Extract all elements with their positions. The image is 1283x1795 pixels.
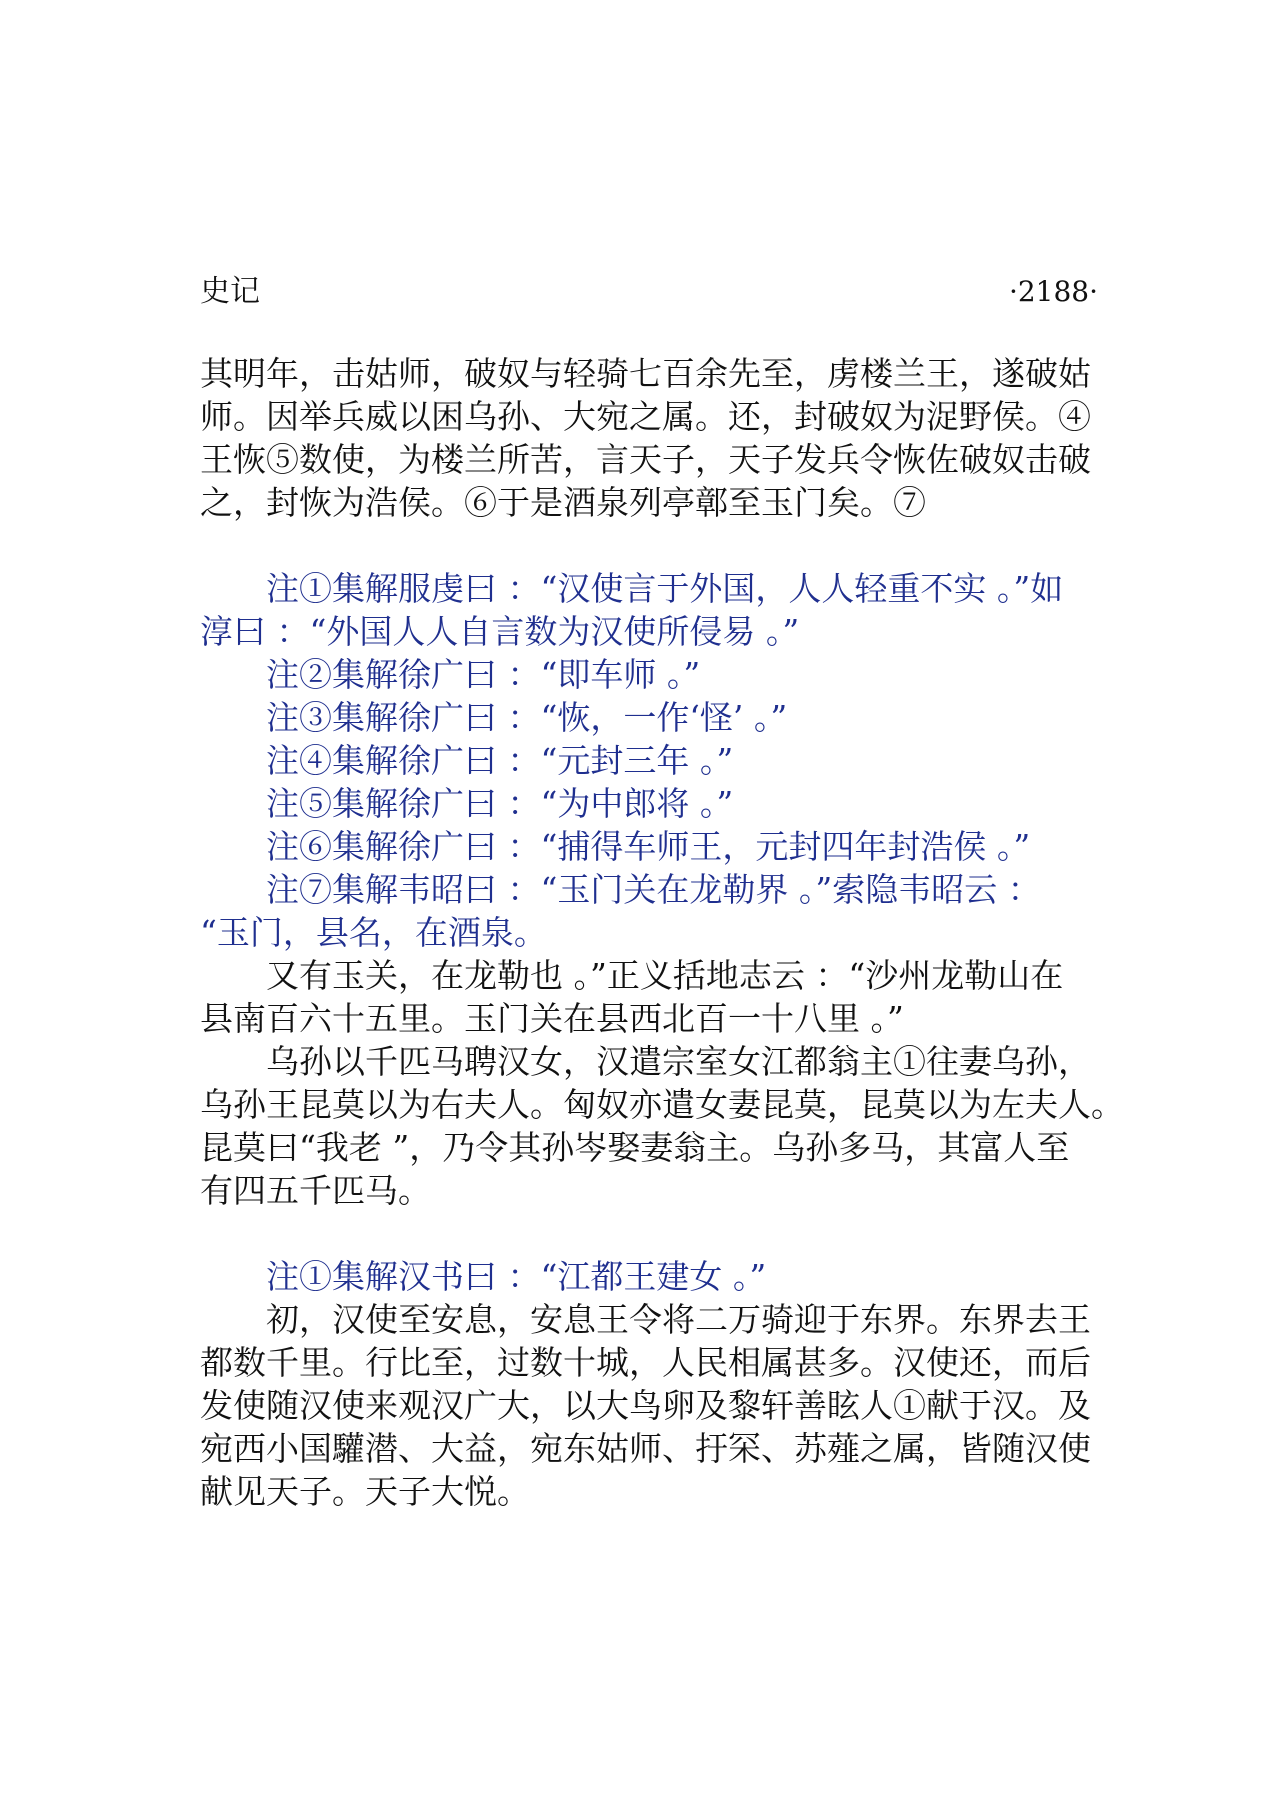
footnote-line: 注⑦集解韦昭曰 ：“玉门关在龙勒界 。”索隐韦昭云 ： [266, 870, 1041, 909]
text-line: 有四五千匹马。 [200, 1171, 431, 1210]
page-number: ·2188· [1008, 275, 1098, 308]
text-line: 乌孙以千匹马聘汉女，汉遣宗室女江都翁主①往妻乌孙， [266, 1042, 1091, 1081]
text-line: 都数千里。行比至，过数十城，人民相属甚多。汉使还，而后 [200, 1343, 1091, 1382]
footnote-line: 注③集解徐广曰 ：“恢，一作‘怪’ 。” [266, 698, 788, 737]
footnote-line: 注⑤集解徐广曰 ：“为中郎将 。” [266, 784, 734, 823]
text-line: 县南百六十五里。玉门关在县西北百一十八里 。” [200, 999, 904, 1038]
footnote-continuation [200, 954, 1120, 1040]
paragraph-main-2 [200, 1040, 1124, 1212]
footnote-line: 注④集解徐广曰 ：“元封三年 。” [266, 741, 734, 780]
footnote-line: 注①集解服虔曰 ：“汉使言于外国，人人轻重不实 。”如 [266, 569, 1064, 608]
text-line: 昆莫曰“我老 ”，乃令其孙岑娶妻翁主。乌孙多马，其富人至 [200, 1128, 1070, 1167]
text-line: 其明年，击姑师，破奴与轻骑七百余先至，虏楼兰王，遂破姑 [200, 354, 1091, 393]
page-header [200, 270, 1098, 314]
text-line: 献见天子。天子大悦。 [200, 1472, 530, 1511]
text-line: 师。因举兵威以困乌孙、大宛之属。还，封破奴为浞野侯。④ [200, 397, 1091, 436]
text-line: 初，汉使至安息，安息王令将二万骑迎于东界。东界去王 [266, 1300, 1091, 1339]
text-line: 乌孙王昆莫以为右夫人。匈奴亦遣女妻昆莫，昆莫以为左夫人。 [200, 1085, 1124, 1124]
paragraph-gap [200, 524, 1120, 567]
text-line: 宛西小国驩潜、大益，宛东姑师、扜罙、苏薤之属，皆随汉使 [200, 1429, 1091, 1468]
footnote-line: 淳曰 ：“外国人人自言数为汉使所侵易 。” [200, 612, 800, 651]
footnote-line: 注①集解汉书曰 ：“江都王建女 。” [266, 1257, 767, 1296]
footnotes-block-2 [200, 1255, 1120, 1298]
paragraph-gap [200, 1212, 1120, 1255]
paragraph-main-3 [200, 1298, 1120, 1513]
footnote-line: “玉门，县名，在酒泉。 [200, 913, 547, 952]
footnote-line: 注⑥集解徐广曰 ：“捕得车师王，元封四年封浩侯 。” [266, 827, 1031, 866]
footnotes-block-1 [200, 567, 1120, 954]
book-title: 史记 [200, 274, 260, 309]
paragraph-main-1 [200, 352, 1120, 524]
page-body [200, 352, 1124, 1513]
footnote-line: 注②集解徐广曰 ：“即车师 。” [266, 655, 701, 694]
text-line: 又有玉关，在龙勒也 。”正义括地志云 ：“沙州龙勒山在 [266, 956, 1064, 995]
text-line: 发使随汉使来观汉广大，以大鸟卵及黎轩善眩人①献于汉。及 [200, 1386, 1091, 1425]
text-line: 之，封恢为浩侯。⑥于是酒泉列亭鄣至玉门矣。⑦ [200, 483, 926, 522]
text-line: 王恢⑤数使，为楼兰所苦，言天子，天子发兵令恢佐破奴击破 [200, 440, 1091, 479]
